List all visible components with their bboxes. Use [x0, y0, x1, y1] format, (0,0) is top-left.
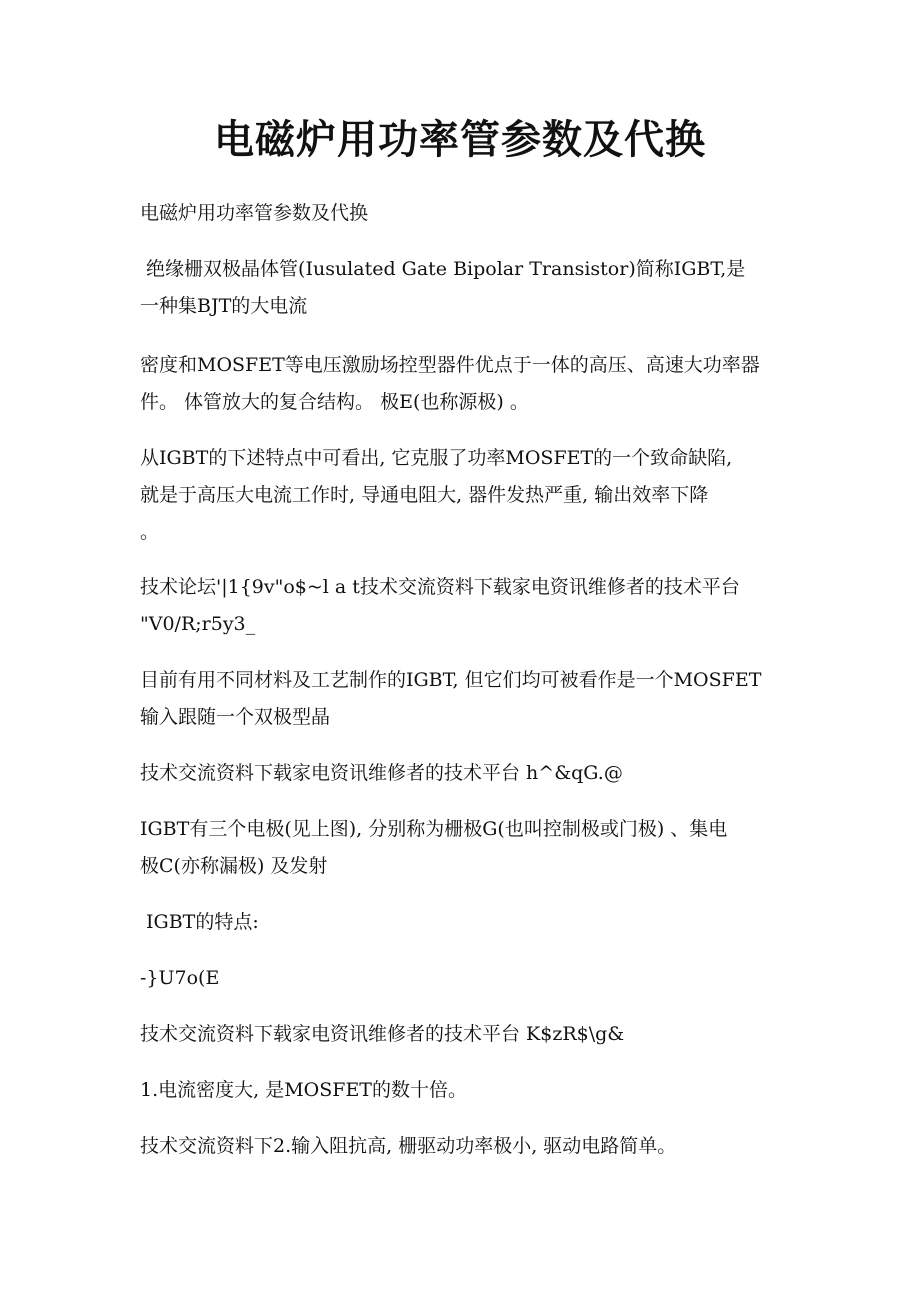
paragraph-line: IGBT有三个电极(见上图), 分别称为栅极G(也叫控制极或门极) 、集电: [140, 818, 728, 840]
paragraph-line: 技术交流资料下载家电资讯维修者的技术平台 K$zR$\g&: [140, 1023, 625, 1045]
paragraph-line: 技术交流资料下2.输入阻抗高, 栅驱动功率极小, 驱动电路简单。: [140, 1135, 677, 1157]
paragraph-line: 技术交流资料下载家电资讯维修者的技术平台 h^&qG.@: [140, 762, 623, 784]
paragraph-line: 绝缘栅双极晶体管(Iusulated Gate Bipolar Transistor)简称IGBT,是: [140, 258, 746, 280]
paragraph-line: IGBT的特点:: [140, 911, 259, 933]
paragraph-line: 技术论坛'|1{9v"o$~l a t技术交流资料下载家电资讯维修者的技术平台: [140, 576, 740, 598]
document-title: 电磁炉用功率管参数及代换: [214, 116, 706, 163]
paragraph-line: 就是于高压大电流工作时, 导通电阻大, 器件发热严重, 输出效率下降: [140, 484, 709, 506]
paragraph-line: "V0/R;r5y3_: [140, 613, 256, 635]
paragraph-line: 一种集BJT的大电流: [140, 295, 308, 317]
paragraph-line: 件。 体管放大的复合结构。 极E(也称源极) 。: [140, 391, 529, 413]
paragraph-line: 输入跟随一个双极型晶: [140, 706, 331, 728]
paragraph-line: 。: [140, 521, 160, 543]
paragraph-line: 极C(亦称漏极) 及发射: [140, 855, 328, 877]
paragraph-line: 密度和MOSFET等电压激励场控型器件优点于一体的高压、高速大功率器: [140, 354, 760, 376]
paragraph-line: 目前有用不同材料及工艺制作的IGBT, 但它们均可被看作是一个MOSFET: [140, 669, 762, 691]
paragraph-line: 电磁炉用功率管参数及代换: [140, 202, 369, 224]
paragraph-line: 从IGBT的下述特点中可看出, 它克服了功率MOSFET的一个致命缺陷,: [140, 447, 733, 469]
paragraph-line: -}U7o(E: [140, 967, 220, 989]
paragraph-line: 1.电流密度大, 是MOSFET的数十倍。: [140, 1079, 467, 1101]
